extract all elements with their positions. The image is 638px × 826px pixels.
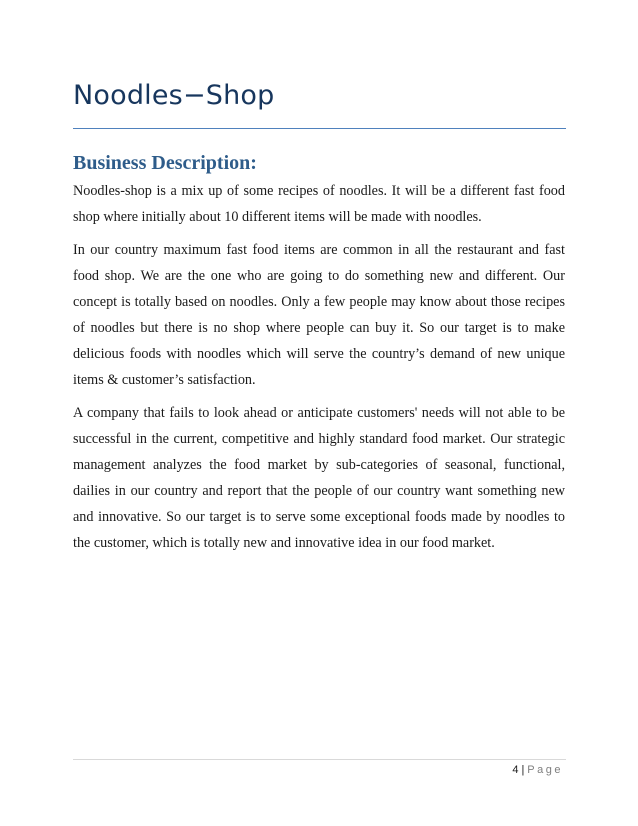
- body-text: [73, 178, 565, 563]
- page-footer: [512, 764, 563, 776]
- paragraph-3: A company that fails to look ahead or anticipate customers' needs will not able to be successful in the current, competitive and highly standard food market. Our strategic management analyzes the food market by sub-categories of seasonal, functional, dailies in our country and report that the people of our country want something new and innovative. So our target is to serve some exceptional foods made by noodles to the customer, which is totally new and innovative idea in our food market.: [73, 405, 565, 551]
- paragraph-2: In our country maximum fast food items are common in all the restaurant and fast food shop. We are the one who are going to do something new and different. Our concept is totally based on noodles. Only a few people may know about those recipes of noodles but there is no shop where people can buy it. So our target is to make delicious foods with noodles which will serve the country’s demand of new unique items & customer’s satisfaction.: [73, 242, 565, 388]
- paragraph-1: Noodles-shop is a mix up of some recipes of noodles. It will be a different fast food shop where initially about 10 different items will be made with noodles.: [73, 183, 565, 225]
- section-heading: Business Description:: [73, 152, 257, 174]
- document-title: Noodles−Shop: [73, 80, 275, 111]
- page-number: 4: [512, 764, 519, 776]
- footer-divider: [73, 759, 566, 760]
- footer-separator: |: [521, 764, 525, 776]
- title-divider: [73, 128, 566, 129]
- page-label: Page: [527, 764, 563, 776]
